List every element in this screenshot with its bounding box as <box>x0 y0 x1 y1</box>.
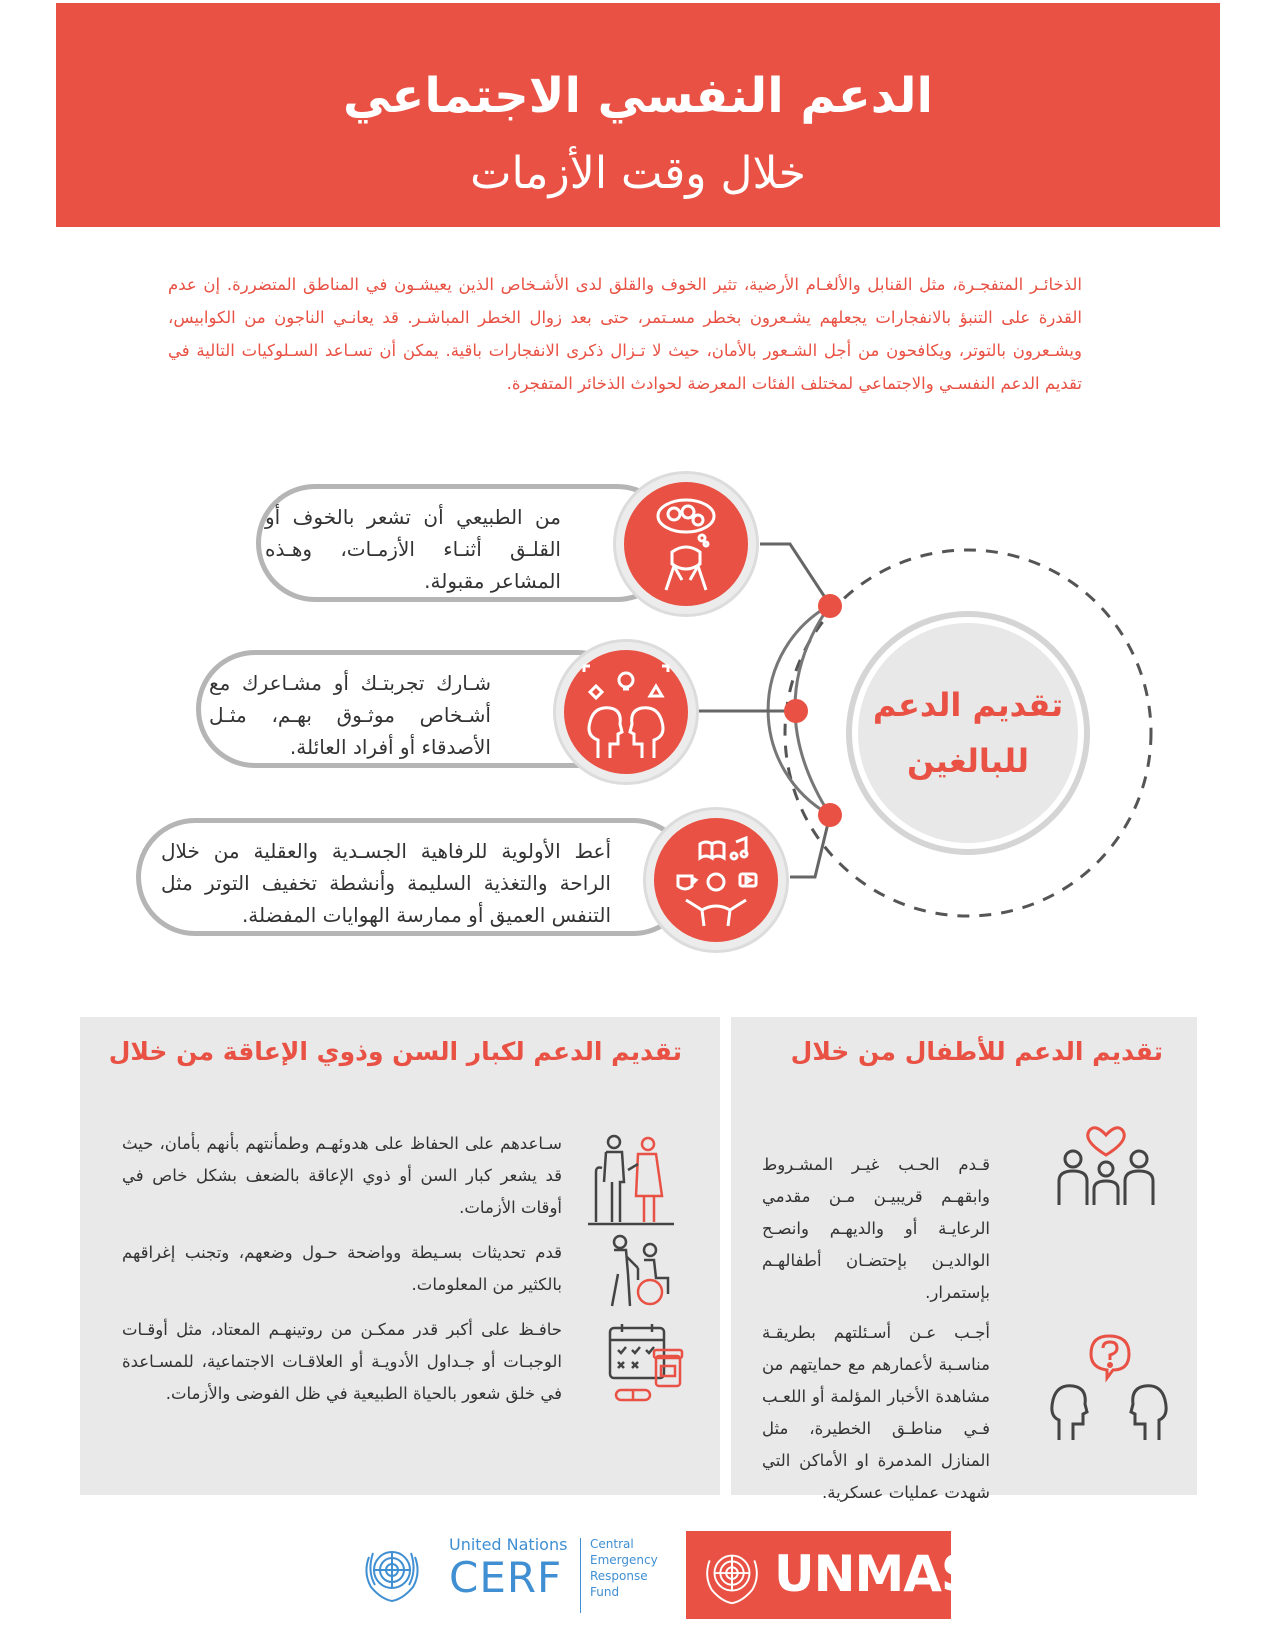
un-emblem-icon <box>698 1541 766 1609</box>
calendar-medicine-icon <box>606 1320 686 1405</box>
unmas-logo <box>686 1531 976 1619</box>
elderly-item-3-text: حافـظ على أكبر قدر ممكـن من روتينهـم المعتاد، مثل أوقـات الوجبـات أو جـداول الأدويـة أو العلاقـات الاجتماعية، للمسـاعدة في خلق شعور بالحياة الطبيعية في ظل الفوضى والأزمات. <box>122 1320 562 1403</box>
page-title: الدعم النفسي الاجتماعي <box>342 68 933 124</box>
cerf-sub-line: Central <box>590 1537 634 1551</box>
adults-item-3 <box>136 818 692 936</box>
intro-paragraph: الذخائـر المتفجـرة، مثل القنابل والألغـام الأرضية، تثير الخوف والقلق لدى الأشـخاص الذين يعيشـون في المناطق المتضررة. إن عدم القدرة على التنبؤ بالانفجارات يجعلهم يشـعرون بخطر مسـتمر، حتى بعد زوال الخطر المباشـر. قد يعانـي الناجون من الكوابيس، ويشـعرون بالتوتر، ويكافحون من أجل الشـعور بالأمان، حيث لا تـزال ذكرى الانفجارات باقية. يمكن أن تسـاعد السـلوكيات التالية في تقديم الدعم النفسـي والاجتماعي لمختلف الفئات المعرضة لحوادث الذخائر المتفجرة. <box>168 275 1082 393</box>
children-panel-title: تقديم الدعم للأطفال من خلال <box>790 1037 1163 1066</box>
connector-dot <box>818 803 842 827</box>
cerf-org-label: United Nations <box>449 1535 568 1554</box>
children-item-2-text: أجـب عـن أسـئلتهم بطريقـة مناسـبة لأعمارهم مع حمايتهم من مشاهدة الأخبار المؤلمة أو اللعـب فـي مناطـق الخطيرة، مثل المنازل المدمرة او الأماكن التي شهدت عمليات عسكرية. <box>762 1323 990 1502</box>
wheelchair-assist-icon <box>604 1234 674 1309</box>
family-heart-icon <box>1051 1109 1161 1209</box>
anxious-thoughts-icon <box>616 474 756 614</box>
children-panel <box>731 1017 1197 1502</box>
adults-center-line2: للبالغين <box>906 742 1030 780</box>
cerf-sub-line: Fund <box>590 1585 620 1599</box>
sharing-heads-icon <box>556 642 696 782</box>
question-heads-icon <box>1049 1332 1169 1442</box>
un-emblem-icon <box>357 1537 427 1607</box>
cerf-logo-text: CERF <box>449 1553 563 1602</box>
cerf-sub-line: Emergency <box>590 1553 658 1567</box>
cerf-subtitle <box>590 1536 658 1600</box>
adults-item-1 <box>256 484 676 602</box>
unmas-logo-text: UNMAS <box>774 1545 976 1603</box>
adults-center-line1: تقديم الدعم <box>872 686 1064 724</box>
adults-item-2-text: شـارك تجربتـك أو مشـاعرك مع أشـخاص موثـوق بهـم، مثـل الأصدقاء أو أفراد العائلة. <box>209 671 491 759</box>
wellbeing-activities-icon <box>646 810 786 950</box>
elderly-item-1-text: سـاعدهم على الحفاظ على هدوئهـم وطمأنتهم بأنهم بأمان، حيث قد يشعر كبار السن أو ذوي الإعاقة بالضعف بشكل خاص في أوقات الأزمات. <box>122 1134 562 1217</box>
cerf-sub-line: Response <box>590 1569 648 1583</box>
adults-center-circle <box>852 617 1084 849</box>
adults-item-3-text: أعط الأولوية للرفاهية الجسـدية والعقلية من خلال الراحة والتغذية السليمة وأنشطة تخفيف التوتر مثل التنفس العميق أو ممارسة الهوايات المفضلة. <box>161 839 611 927</box>
elderly-panel-title: تقديم الدعم لكبار السن وذوي الإعاقة من خلال <box>108 1037 682 1066</box>
connector-dot <box>818 594 842 618</box>
page-subtitle: خلال وقت الأزمات <box>470 148 806 199</box>
elderly-couple-icon <box>586 1132 676 1227</box>
cerf-divider <box>580 1538 581 1613</box>
connector-dot <box>784 699 808 723</box>
elderly-item-2-text: قدم تحديثات بسـيطة وواضحة حـول وضعهم، وتجنب إغراقهم بالكثير من المعلومات. <box>122 1243 562 1294</box>
adults-item-1-text: من الطبيعي أن تشعر بالخوف أو القلـق أثنـاء الأزمـات، وهـذه المشاعر مقبولة. <box>265 505 561 593</box>
elderly-panel <box>80 1017 720 1495</box>
children-item-1-text: قـدم الحـب غيـر المشـروط وابقهـم قريبيـن مـن مقدمي الرعايـة أو والديهـم وانصـح الوالديـن بإحتضـان أطفالهـم بإستمرار. <box>762 1155 990 1302</box>
